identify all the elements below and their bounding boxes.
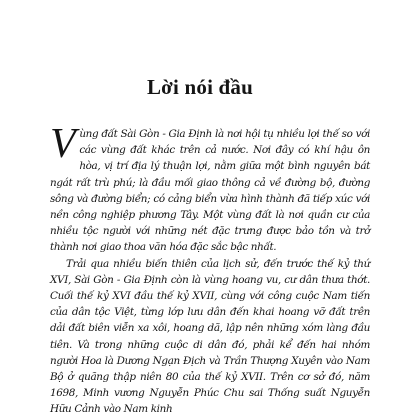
page-title: Lời nói đầu: [146, 75, 254, 99]
drop-cap: V: [50, 121, 76, 167]
paragraph-1: [50, 121, 370, 256]
paragraph-1-text: ùng đất Sài Gòn - Gia Định là nơi hội tụ nhiều lợi thế so với các vùng đất khác trên cả nước. Nơi đây có khí hậu ôn hòa, vị trí địa lý thuận lợi, nằm giữa một bình nguyên bát ngát rất trù phú; là đầu mối giao thông cả về đường bộ, đường sông và đường biển; có cảng biển vừa hình thành đã tiếp xúc với nền công nghiệp phương Tây. Một vùng đất là nơi quần cư của nhiều tộc người với những nét đặc trưng được bảo tồn và trở thành nơi giao thoa văn hóa đặc sắc bậc nhất.: [50, 128, 370, 254]
paragraph-2: Trải qua nhiều biến thiên của lịch sử, đến trước thế kỷ thứ XVI, Sài Gòn - Gia Định còn là vùng hoang vu, cư dân thưa thớt. Cuối thế kỷ XVI đầu thế kỷ XVII, cùng với công cuộc Nam tiến của dân tộc Việt, từng lớp lưu dân đến khai hoang vỡ đất trên dải đất biên viễn xa xôi, hoang dã, lập nên những xóm làng đầu tiên. Và trong những cuộc di dân đó, phải kể đến hai nhóm người Hoa là Dương Ngạn Địch và Trần Thượng Xuyên vào Nam Bộ ở quãng thập niên 80 của thế kỷ XVII. Trên cơ sở đó, năm 1698, Minh vương Nguyễn Phúc Chu sai Thống suất Nguyễn Hữu Cảnh vào Nam kinh: [50, 257, 370, 416]
body-text: [50, 121, 370, 418]
